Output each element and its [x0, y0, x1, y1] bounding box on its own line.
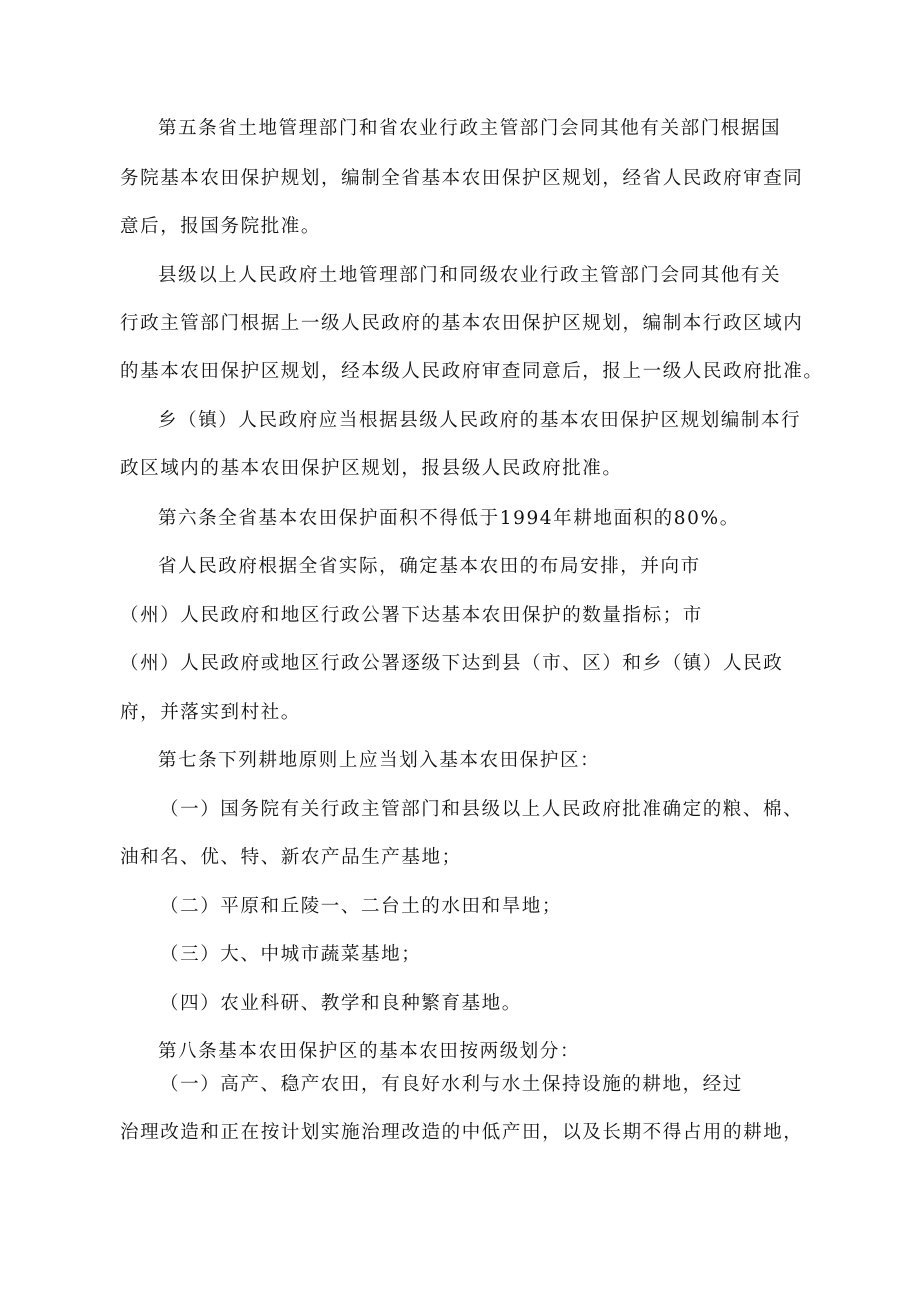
article7-item4-line1: （四）农业科研、教学和良种繁育基地。	[160, 993, 522, 1014]
article5-p1-line2: 务院基本农田保护规划，编制全省基本农田保护区规划，经省人民政府审查同	[120, 168, 804, 189]
article8-item1-line1: （一）高产、稳产农田，有良好水利与水土保持设施的耕地，经过	[160, 1074, 743, 1095]
article5-p2-line3: 的基本农田保护区规划，经本级人民政府审查同意后，报上一级人民政府批准。	[120, 361, 824, 382]
article8-item1-line2: 治理改造和正在按计划实施治理改造的中低产田，以及长期不得占用的耕地，	[120, 1122, 804, 1143]
article8-intro-line1: 第八条基本农田保护区的基本农田按两级划分：	[158, 1041, 581, 1062]
article7-item3-line1: （三）大、中城市蔬菜基地；	[160, 944, 422, 965]
article6-p2-line1: 省人民政府根据全省实际，确定基本农田的布局安排，并向市	[158, 556, 701, 577]
article7-intro-line1: 第七条下列耕地原则上应当划入基本农田保护区：	[158, 750, 601, 771]
article5-p1-line3: 意后，报国务院批准。	[120, 216, 322, 237]
article5-p2-line1: 县级以上人民政府土地管理部门和同级农业行政主管部门会同其他有关	[158, 265, 782, 286]
article7-item2-line1: （二）平原和丘陵一、二台土的水田和旱地；	[160, 896, 563, 917]
article6-p2-line4: 府，并落实到村社。	[120, 702, 301, 723]
article7-item1-line1: （一）国务院有关行政主管部门和县级以上人民政府批准确定的粮、棉、	[160, 799, 804, 820]
article5-p3-line2: 政区域内的基本农田保护区规划，报县级人民政府批准。	[120, 458, 623, 479]
article6-p2-line2: （州）人民政府和地区行政公署下达基本农田保护的数量指标；市	[120, 605, 703, 626]
article7-item1-line2: 油和名、优、特、新农产品生产基地；	[120, 847, 462, 868]
article6-p2-line3: （州）人民政府或地区行政公署逐级下达到县（市、区）和乡（镇）人民政	[120, 653, 784, 674]
article5-p1-line1: 第五条省土地管理部门和省农业行政主管部门会同其他有关部门根据国	[158, 118, 782, 139]
article5-p2-line2: 行政主管部门根据上一级人民政府的基本农田保护区规划，编制本行政区域内	[120, 313, 804, 334]
article5-p3-line1: 乡（镇）人民政府应当根据县级人民政府的基本农田保护区规划编制本行	[158, 410, 802, 431]
article6-p1-line1: 第六条全省基本农田保护面积不得低于1994年耕地面积的80%。	[158, 508, 740, 529]
